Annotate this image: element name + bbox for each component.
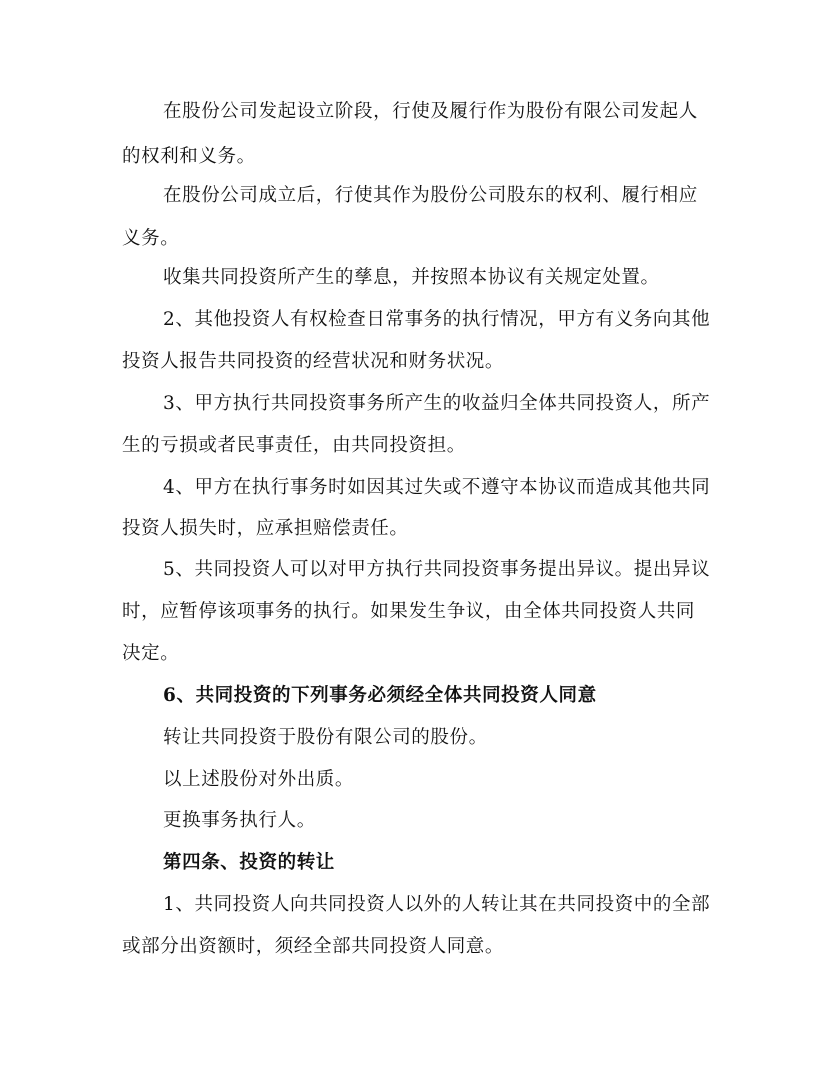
paragraph-line: 在股份公司成立后，行使其作为股份公司股东的权利、履行相应 xyxy=(163,185,698,206)
paragraph-line: 的权利和义务。 xyxy=(122,146,256,167)
paragraph-line: 决定。 xyxy=(122,643,180,664)
paragraph-line: 义务。 xyxy=(122,228,180,249)
paragraph-line: 2、其他投资人有权检查日常事务的执行情况，甲方有义务向其他 xyxy=(163,309,711,330)
paragraph-line: 生的亏损或者民事责任，由共同投资担。 xyxy=(122,435,466,456)
article-heading: 第四条、投资的转让 xyxy=(163,852,335,873)
section-heading: 6、共同投资的下列事务必须经全体共同投资人同意 xyxy=(163,685,597,706)
paragraph-line: 在股份公司发起设立阶段，行使及履行作为股份有限公司发起人 xyxy=(163,101,698,122)
paragraph-line: 投资人报告共同投资的经营状况和财务状况。 xyxy=(122,351,505,372)
paragraph-line: 更换事务执行人。 xyxy=(163,810,316,831)
paragraph-line: 以上述股份对外出质。 xyxy=(163,769,355,790)
paragraph-line: 4、甲方在执行事务时如因其过失或不遵守本协议而造成其他共同 xyxy=(163,477,711,498)
paragraph-line: 5、共同投资人可以对甲方执行共同投资事务提出异议。提出异议 xyxy=(163,559,711,580)
paragraph-line: 收集共同投资所产生的孳息，并按照本协议有关规定处置。 xyxy=(163,267,660,288)
paragraph-line: 转让共同投资于股份有限公司的股份。 xyxy=(163,727,488,748)
paragraph-line: 或部分出资额时，须经全部共同投资人同意。 xyxy=(122,936,505,957)
paragraph-line: 1、共同投资人向共同投资人以外的人转让其在共同投资中的全部 xyxy=(163,894,711,915)
paragraph-line: 投资人损失时，应承担赔偿责任。 xyxy=(122,518,409,539)
paragraph-line: 时，应暂停该项事务的执行。如果发生争议，由全体共同投资人共同 xyxy=(122,601,696,622)
paragraph-line: 3、甲方执行共同投资事务所产生的收益归全体共同投资人，所产 xyxy=(163,393,711,414)
